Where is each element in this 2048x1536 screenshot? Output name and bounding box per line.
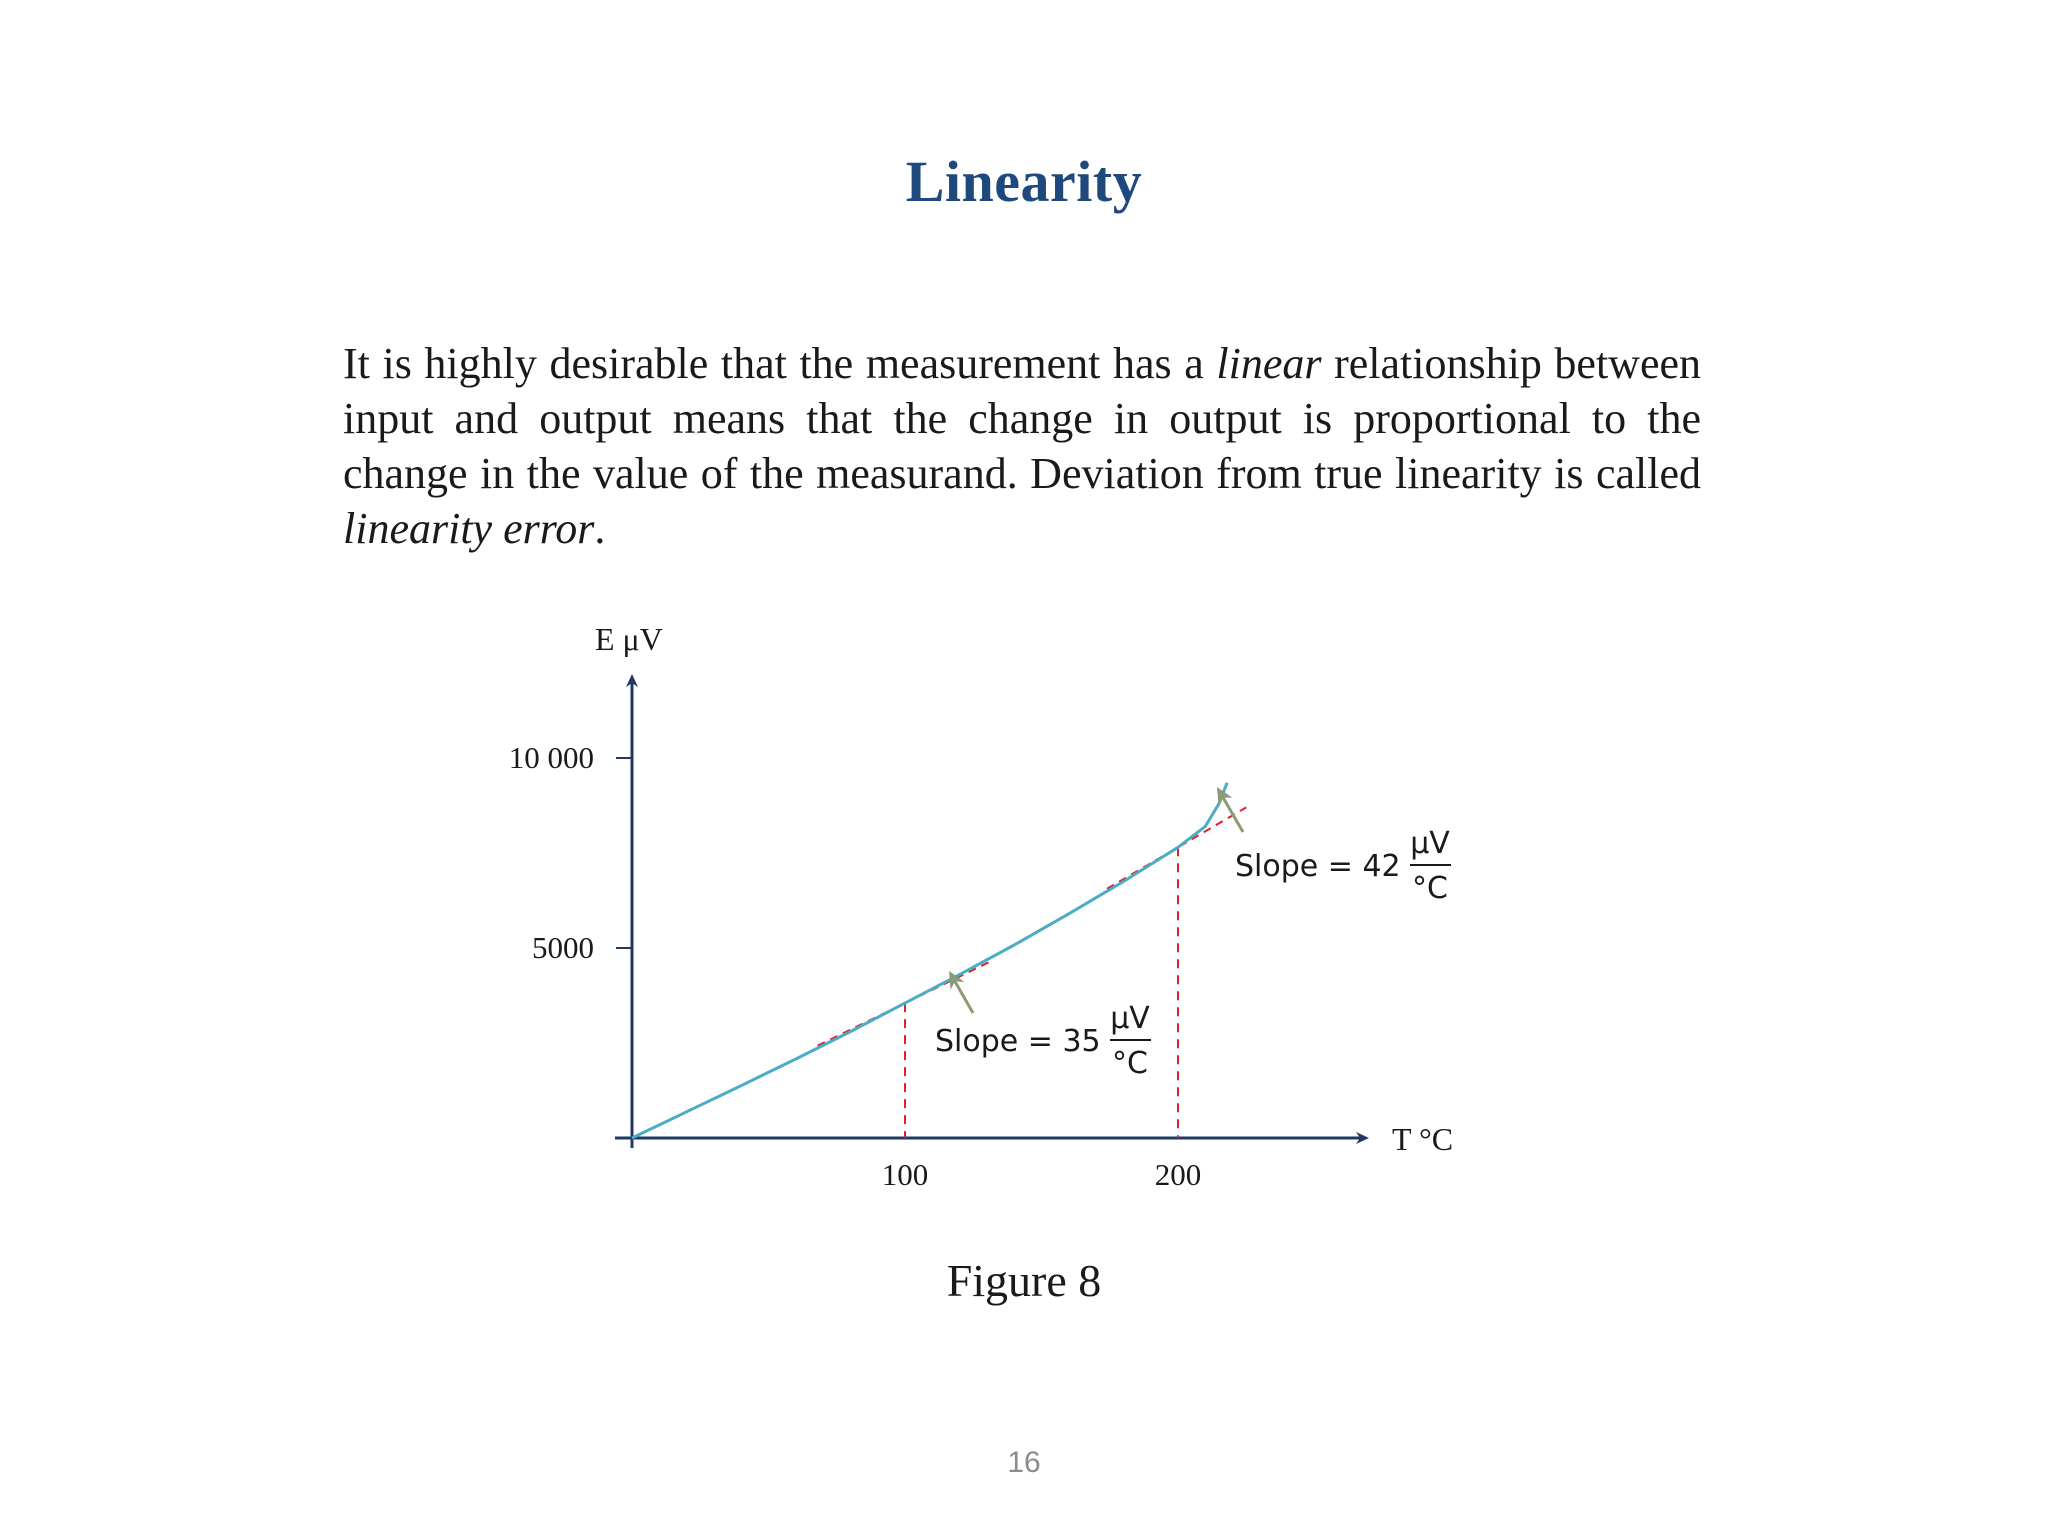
slope-35-arrow: [953, 978, 973, 1013]
x-tick-label: 200: [1154, 1157, 1202, 1192]
body-paragraph: [343, 336, 1701, 556]
slope-42-text: Slope = 42: [1235, 849, 1401, 884]
ticks-layer: [509, 740, 1202, 1192]
slope-35-text: Slope = 35: [935, 1024, 1101, 1059]
y-tick-label: 10 000: [508, 740, 594, 775]
linearity-chart: [460, 620, 1500, 1220]
body-text-part: It is highly desirable that the measurement has a: [343, 339, 1217, 388]
slope-42-arrow: [1221, 794, 1243, 832]
y-tick-label: 5000: [532, 930, 594, 965]
x-tick-label: 100: [881, 1157, 929, 1192]
y-axis-label: E μV: [595, 621, 663, 657]
slope-35-unit-numerator: μV: [1110, 1001, 1150, 1036]
slope-42-annotation: [1235, 826, 1451, 906]
slide-title: Linearity: [905, 149, 1143, 214]
body-emphasis-linearity-error: linearity error: [343, 504, 595, 553]
slope-42-unit-numerator: μV: [1410, 826, 1450, 861]
slope-35-unit-denominator: °C: [1112, 1046, 1148, 1081]
body-text-part: .: [594, 504, 606, 553]
series-curve: [632, 783, 1227, 1138]
body-text-part: relationship between input and output means that the change in output is proportional to the change in the value of the measurand. Deviation from true linearity is called: [343, 339, 1702, 498]
slope-35-annotation: [935, 1001, 1151, 1081]
body-emphasis-linear: linear: [1216, 339, 1322, 388]
guides-layer: [818, 807, 1247, 1138]
figure-caption: Figure 8: [946, 1255, 1102, 1306]
x-axis-label: T °C: [1392, 1121, 1454, 1157]
page-number: 16: [1007, 1446, 1041, 1479]
curve-layer: [632, 783, 1227, 1138]
slope-42-unit-denominator: °C: [1412, 871, 1448, 906]
